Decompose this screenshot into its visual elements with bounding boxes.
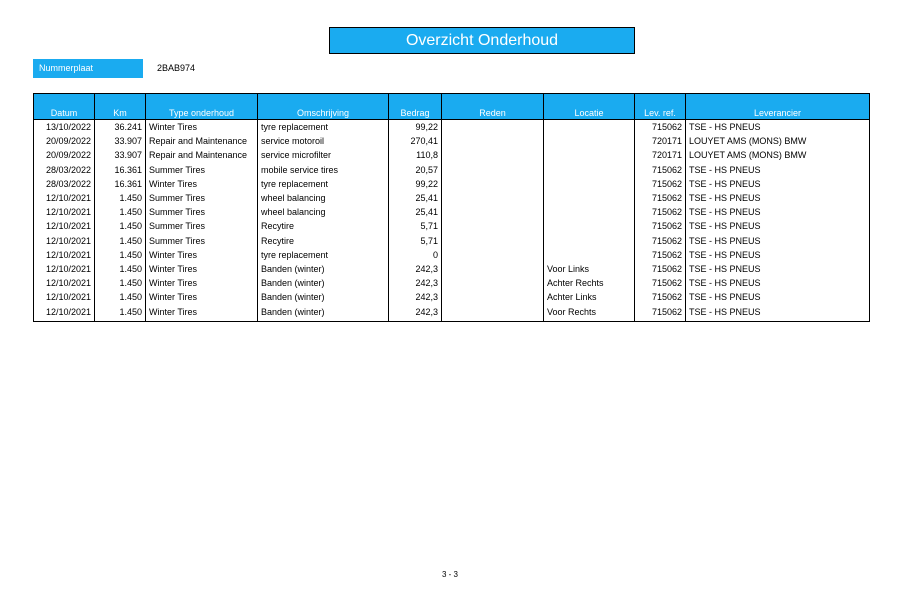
cell-lev-ref: 715062 (635, 248, 686, 262)
column-header-type-onderhoud: Type onderhoud (146, 94, 258, 120)
page-number: 3 - 3 (441, 570, 458, 579)
cell-locatie (544, 219, 635, 233)
cell-datum: 12/10/2021 (34, 276, 95, 290)
cell-type-onderhoud: Winter Tires (146, 290, 258, 304)
cell-km: 16.361 (95, 163, 146, 177)
cell-type-onderhoud: Summer Tires (146, 234, 258, 248)
cell-datum: 13/10/2022 (34, 120, 95, 135)
cell-bedrag: 5,71 (389, 234, 442, 248)
cell-km: 33.907 (95, 134, 146, 148)
cell-km: 1.450 (95, 276, 146, 290)
cell-omschrijving: tyre replacement (258, 248, 389, 262)
cell-leverancier: TSE - HS PNEUS (686, 191, 870, 205)
cell-datum: 12/10/2021 (34, 262, 95, 276)
column-header-leverancier: Leverancier (686, 94, 870, 120)
cell-reden (442, 290, 544, 304)
cell-datum: 20/09/2022 (34, 134, 95, 148)
cell-lev-ref: 715062 (635, 276, 686, 290)
cell-bedrag: 242,3 (389, 276, 442, 290)
cell-bedrag: 25,41 (389, 205, 442, 219)
table-header-row (34, 94, 870, 120)
cell-datum: 12/10/2021 (34, 219, 95, 233)
cell-omschrijving: Banden (winter) (258, 262, 389, 276)
cell-bedrag: 99,22 (389, 120, 442, 135)
table-row (34, 304, 870, 321)
cell-leverancier: TSE - HS PNEUS (686, 163, 870, 177)
table-row (34, 262, 870, 276)
cell-type-onderhoud: Summer Tires (146, 205, 258, 219)
cell-reden (442, 177, 544, 191)
cell-lev-ref: 715062 (635, 205, 686, 219)
cell-lev-ref: 720171 (635, 148, 686, 162)
cell-omschrijving: wheel balancing (258, 205, 389, 219)
cell-datum: 20/09/2022 (34, 148, 95, 162)
cell-datum: 12/10/2021 (34, 234, 95, 248)
table-row (34, 120, 870, 135)
cell-reden (442, 120, 544, 135)
column-header-km: Km (95, 94, 146, 120)
cell-lev-ref: 715062 (635, 163, 686, 177)
cell-leverancier: TSE - HS PNEUS (686, 234, 870, 248)
cell-leverancier: TSE - HS PNEUS (686, 304, 870, 321)
cell-bedrag: 242,3 (389, 262, 442, 276)
column-header-bedrag: Bedrag (389, 94, 442, 120)
cell-leverancier: TSE - HS PNEUS (686, 205, 870, 219)
cell-locatie (544, 163, 635, 177)
cell-lev-ref: 715062 (635, 177, 686, 191)
cell-locatie: Voor Links (544, 262, 635, 276)
cell-omschrijving: tyre replacement (258, 120, 389, 135)
column-header-datum: Datum (34, 94, 95, 120)
cell-datum: 12/10/2021 (34, 191, 95, 205)
cell-lev-ref: 715062 (635, 234, 686, 248)
cell-bedrag: 5,71 (389, 219, 442, 233)
cell-reden (442, 248, 544, 262)
cell-reden (442, 163, 544, 177)
cell-km: 33.907 (95, 148, 146, 162)
cell-locatie (544, 248, 635, 262)
table-row (34, 205, 870, 219)
page-title: Overzicht Onderhoud (329, 27, 635, 54)
cell-lev-ref: 715062 (635, 191, 686, 205)
cell-reden (442, 262, 544, 276)
column-header-locatie: Locatie (544, 94, 635, 120)
cell-locatie (544, 191, 635, 205)
cell-type-onderhoud: Winter Tires (146, 120, 258, 135)
cell-reden (442, 276, 544, 290)
cell-bedrag: 25,41 (389, 191, 442, 205)
table-row (34, 234, 870, 248)
cell-bedrag: 270,41 (389, 134, 442, 148)
cell-locatie: Achter Rechts (544, 276, 635, 290)
cell-omschrijving: wheel balancing (258, 191, 389, 205)
cell-omschrijving: Banden (winter) (258, 304, 389, 321)
table-row (34, 177, 870, 191)
cell-reden (442, 148, 544, 162)
cell-locatie (544, 177, 635, 191)
cell-omschrijving: Banden (winter) (258, 276, 389, 290)
cell-datum: 12/10/2021 (34, 205, 95, 219)
table-row (34, 248, 870, 262)
table-row (34, 276, 870, 290)
table-body (34, 120, 870, 322)
column-header-omschrijving: Omschrijving (258, 94, 389, 120)
cell-type-onderhoud: Winter Tires (146, 177, 258, 191)
cell-leverancier: TSE - HS PNEUS (686, 262, 870, 276)
cell-type-onderhoud: Winter Tires (146, 304, 258, 321)
cell-km: 1.450 (95, 248, 146, 262)
cell-bedrag: 242,3 (389, 290, 442, 304)
cell-lev-ref: 715062 (635, 304, 686, 321)
cell-lev-ref: 715062 (635, 290, 686, 304)
cell-omschrijving: Recytire (258, 234, 389, 248)
cell-bedrag: 242,3 (389, 304, 442, 321)
table-row (34, 191, 870, 205)
cell-datum: 12/10/2021 (34, 248, 95, 262)
column-header-lev-ref: Lev. ref. (635, 94, 686, 120)
cell-datum: 28/03/2022 (34, 177, 95, 191)
cell-omschrijving: Banden (winter) (258, 290, 389, 304)
cell-reden (442, 304, 544, 321)
cell-type-onderhoud: Winter Tires (146, 276, 258, 290)
table-row (34, 163, 870, 177)
cell-leverancier: TSE - HS PNEUS (686, 276, 870, 290)
cell-type-onderhoud: Winter Tires (146, 262, 258, 276)
table-row (34, 290, 870, 304)
cell-type-onderhoud: Winter Tires (146, 248, 258, 262)
cell-bedrag: 99,22 (389, 177, 442, 191)
cell-km: 1.450 (95, 191, 146, 205)
cell-reden (442, 134, 544, 148)
cell-km: 1.450 (95, 205, 146, 219)
cell-leverancier: TSE - HS PNEUS (686, 120, 870, 135)
license-plate-label: Nummerplaat (33, 59, 143, 78)
cell-type-onderhoud: Summer Tires (146, 191, 258, 205)
cell-type-onderhoud: Repair and Maintenance (146, 134, 258, 148)
cell-locatie (544, 148, 635, 162)
cell-leverancier: LOUYET AMS (MONS) BMW (686, 148, 870, 162)
cell-leverancier: TSE - HS PNEUS (686, 248, 870, 262)
cell-locatie (544, 120, 635, 135)
cell-locatie (544, 205, 635, 219)
cell-locatie: Achter Links (544, 290, 635, 304)
cell-reden (442, 234, 544, 248)
cell-lev-ref: 715062 (635, 120, 686, 135)
license-plate-value: 2BAB974 (157, 63, 196, 73)
cell-leverancier: LOUYET AMS (MONS) BMW (686, 134, 870, 148)
column-header-reden: Reden (442, 94, 544, 120)
cell-omschrijving: service microfilter (258, 148, 389, 162)
cell-bedrag: 20,57 (389, 163, 442, 177)
cell-reden (442, 191, 544, 205)
cell-lev-ref: 720171 (635, 134, 686, 148)
table-row (34, 134, 870, 148)
cell-reden (442, 219, 544, 233)
cell-locatie (544, 234, 635, 248)
cell-km: 36.241 (95, 120, 146, 135)
cell-omschrijving: tyre replacement (258, 177, 389, 191)
cell-km: 1.450 (95, 290, 146, 304)
cell-datum: 12/10/2021 (34, 290, 95, 304)
cell-omschrijving: Recytire (258, 219, 389, 233)
cell-locatie (544, 134, 635, 148)
cell-lev-ref: 715062 (635, 262, 686, 276)
cell-datum: 28/03/2022 (34, 163, 95, 177)
cell-bedrag: 110,8 (389, 148, 442, 162)
cell-bedrag: 0 (389, 248, 442, 262)
cell-km: 1.450 (95, 304, 146, 321)
cell-type-onderhoud: Summer Tires (146, 163, 258, 177)
cell-datum: 12/10/2021 (34, 304, 95, 321)
cell-km: 16.361 (95, 177, 146, 191)
cell-locatie: Voor Rechts (544, 304, 635, 321)
cell-km: 1.450 (95, 234, 146, 248)
cell-km: 1.450 (95, 219, 146, 233)
cell-leverancier: TSE - HS PNEUS (686, 177, 870, 191)
cell-lev-ref: 715062 (635, 219, 686, 233)
cell-leverancier: TSE - HS PNEUS (686, 219, 870, 233)
table-row (34, 219, 870, 233)
table-row (34, 148, 870, 162)
cell-km: 1.450 (95, 262, 146, 276)
cell-omschrijving: service motoroil (258, 134, 389, 148)
cell-type-onderhoud: Summer Tires (146, 219, 258, 233)
cell-leverancier: TSE - HS PNEUS (686, 290, 870, 304)
cell-reden (442, 205, 544, 219)
cell-omschrijving: mobile service tires (258, 163, 389, 177)
cell-type-onderhoud: Repair and Maintenance (146, 148, 258, 162)
maintenance-table (33, 93, 870, 322)
